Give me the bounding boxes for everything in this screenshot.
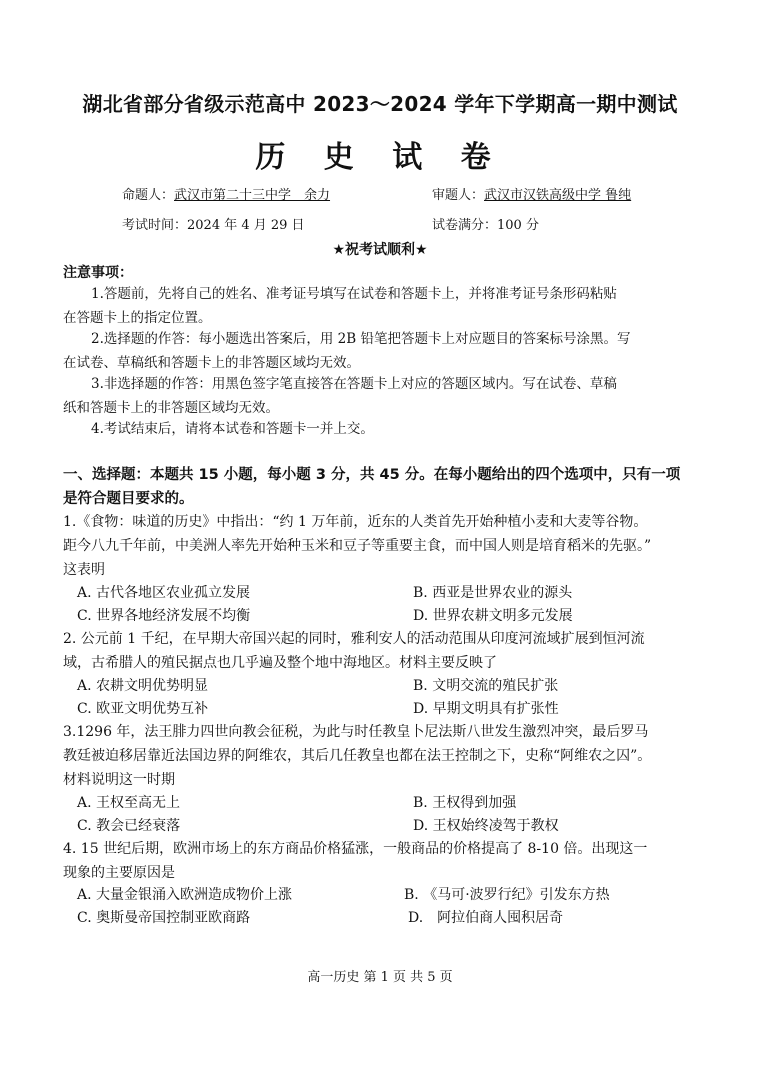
- exam-time: 考试时间：2024 年 4 月 29 日: [122, 218, 305, 233]
- note-text: 3.非选择题的作答：用黑色签字笔直接答在答题卡上对应的答题区域内。写在试卷、草稿: [91, 376, 617, 392]
- note-text: 在试卷、草稿纸和答题卡上的非答题区域均无效。: [63, 355, 360, 371]
- option-d: D. 阿拉伯商人囤积居奇: [408, 910, 564, 926]
- option-c: C. 奥斯曼帝国控制亚欧商路: [77, 910, 251, 926]
- question-text: 4. 15 世纪后期，欧洲市场上的东方商品价格猛涨，一般商品的价格提高了 8-10 倍。出现这一: [63, 841, 648, 857]
- note-item: [63, 372, 703, 420]
- question-text: 2. 公元前 1 千纪，在早期大帝国兴起的同时，雅利安人的活动范围从印度河流域扩展到恒河流: [63, 631, 645, 647]
- question-3: [63, 720, 705, 792]
- option-d: D. 王权始终凌驾于教权: [413, 818, 559, 834]
- option-a: A. 农耕文明优势明显: [77, 678, 209, 694]
- option-b: B. 文明交流的殖民扩张: [413, 678, 559, 694]
- section-heading: [63, 463, 703, 511]
- question-1: [63, 510, 705, 582]
- note-item: [63, 417, 703, 441]
- option-d: D. 世界农耕文明多元发展: [413, 608, 573, 624]
- good-luck-banner: ★祝考试顺利★: [332, 242, 428, 258]
- question-text: 域，古希腊人的殖民据点也几乎遍及整个地中海地区。材料主要反映了: [63, 655, 497, 671]
- question-text: 教廷被迫移居靠近法国边界的阿维农，其后几任教皇也都在法王控制之下，史称“阿维农之囚”。: [63, 748, 652, 764]
- note-text: 4.考试结束后，请将本试卷和答题卡一并上交。: [91, 421, 374, 437]
- page-footer: 高一历史 第 1 页 共 5 页: [307, 970, 453, 985]
- full-score: 试卷满分：100 分: [432, 218, 539, 233]
- question-text: 3.1296 年，法王腓力四世向教会征税，为此与时任教皇卜尼法斯八世发生激烈冲突，最后罗马: [63, 724, 649, 740]
- note-text: 纸和答题卡上的非答题区域均无效。: [63, 400, 279, 416]
- note-text: 1.答题前，先将自己的姓名、准考证号填写在试卷和答题卡上，并将准考证号条形码粘贴: [91, 286, 617, 302]
- option-b: B. 王权得到加强: [413, 795, 517, 811]
- exam-title: 湖北省部分省级示范高中 2023～2024 学年下学期高一期中测试: [82, 92, 678, 116]
- question-4: [63, 837, 705, 885]
- note-item: [63, 282, 703, 330]
- option-c: C. 教会已经衰落: [77, 818, 181, 834]
- option-a: A. 大量金银涌入欧洲造成物价上涨: [77, 887, 293, 903]
- option-b: B. 西亚是世界农业的源头: [413, 585, 573, 601]
- section-text: 是符合题目要求的。: [63, 491, 194, 507]
- reviewer-name: 武汉市汉铁高级中学 鲁纯: [484, 188, 632, 203]
- question-text: 材料说明这一时期: [63, 772, 175, 788]
- note-text: 在答题卡上的指定位置。: [63, 310, 212, 326]
- question-text: 距今八九千年前，中美洲人率先开始种玉米和豆子等重要主食，而中国人则是培育稻米的先驱。”: [63, 538, 652, 554]
- question-text: 现象的主要原因是: [63, 865, 175, 881]
- reviewer-label: 审题人：: [432, 188, 485, 203]
- option-a: A. 王权至高无上: [77, 795, 181, 811]
- option-c: C. 欧亚文明优势互补: [77, 701, 209, 717]
- question-text: 这表明: [63, 562, 105, 578]
- section-text: 一、选择题：本题共 15 小题，每小题 3 分，共 45 分。在每小题给出的四个选项中，只有一项: [63, 467, 681, 483]
- proposer-name: 武汉市第二十三中学 余力: [174, 188, 331, 203]
- option-b: B. 《马可·波罗行纪》引发东方热: [404, 887, 610, 903]
- option-a: A. 古代各地区农业孤立发展: [77, 585, 251, 601]
- option-c: C. 世界各地经济发展不均衡: [77, 608, 251, 624]
- notes-heading: 注意事项：: [63, 265, 133, 281]
- proposer-label: 命题人：: [122, 188, 175, 203]
- reviewer-line: [432, 184, 631, 203]
- question-2: [63, 627, 705, 675]
- exam-subject: 历 史 试 卷: [255, 140, 505, 175]
- note-text: 2.选择题的作答：每小题选出答案后，用 2B 铅笔把答题卡上对应题目的答案标号涂黑。写: [91, 331, 631, 347]
- question-text: 1.《食物：味道的历史》中指出：“约 1 万年前，近东的人类首先开始种植小麦和大麦等谷物。: [63, 514, 648, 530]
- proposer-line: [122, 184, 330, 203]
- option-d: D. 早期文明具有扩张性: [413, 701, 559, 717]
- note-item: [63, 327, 703, 375]
